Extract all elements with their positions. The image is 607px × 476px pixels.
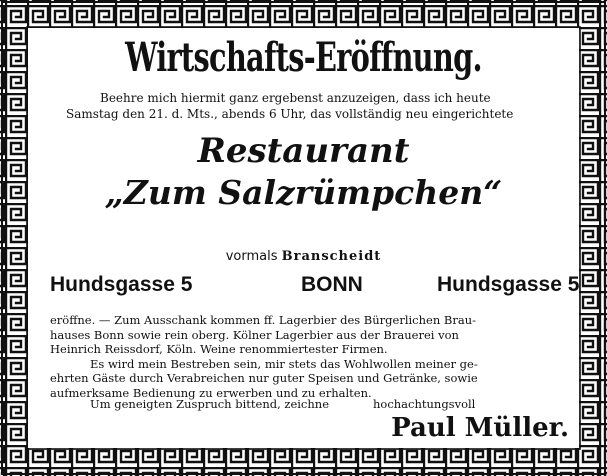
restaurant-name: „Zum Salzrümpchen“ [104,173,503,212]
address-left: Hundsgasse 5 [50,273,193,296]
body-line: aufmerksame Bedienung zu erwerben und zu erhalten. [50,385,372,400]
address-right: Hundsgasse 5 [437,273,580,296]
headline: Wirtschafts-Eröffnung. [125,34,482,81]
intro-line-2: Samstag den 21. d. Mts., abends 6 Uhr, das vollständig neu eingerichtete [66,107,514,121]
intro-text [66,90,577,122]
closing-text: Um geneigten Zuspruch bittend, zeichne [90,397,329,411]
advertisement-content [30,30,580,446]
restaurant-heading: Restaurant [197,131,410,171]
formerly-line [30,249,577,265]
formerly-name: Branscheidt [281,249,382,264]
closing-line [90,397,475,412]
body-line: eröffne. — Zum Ausschank kommen ff. Lagerbier des Bürgerlichen Brau- [50,313,476,327]
body-text [50,313,577,401]
body-line: ehrten Gäste durch Verabreichen nur guter Speisen und Getränke, sowie [50,371,478,386]
formerly-prefix: vormals [225,249,278,264]
intro-line-1: Beehre mich hiermit ganz ergebenst anzuzeigen, dass ich heute [100,91,491,105]
city-name: BONN [301,273,363,296]
signature: Paul Müller. [391,413,569,443]
body-line: Es wird mein Bestreben sein, mir stets das Wohlwollen meiner ge- [90,356,478,371]
body-line: hauses Bonn sowie rein oberg. Kölner Lagerbier aus der Brauerei von [50,327,459,342]
address-row [50,270,580,300]
closing-salutation: hochachtungsvoll [373,397,476,411]
body-line: Heinrich Reissdorf, Köln. Weine renommiertester Firmen. [50,342,388,357]
